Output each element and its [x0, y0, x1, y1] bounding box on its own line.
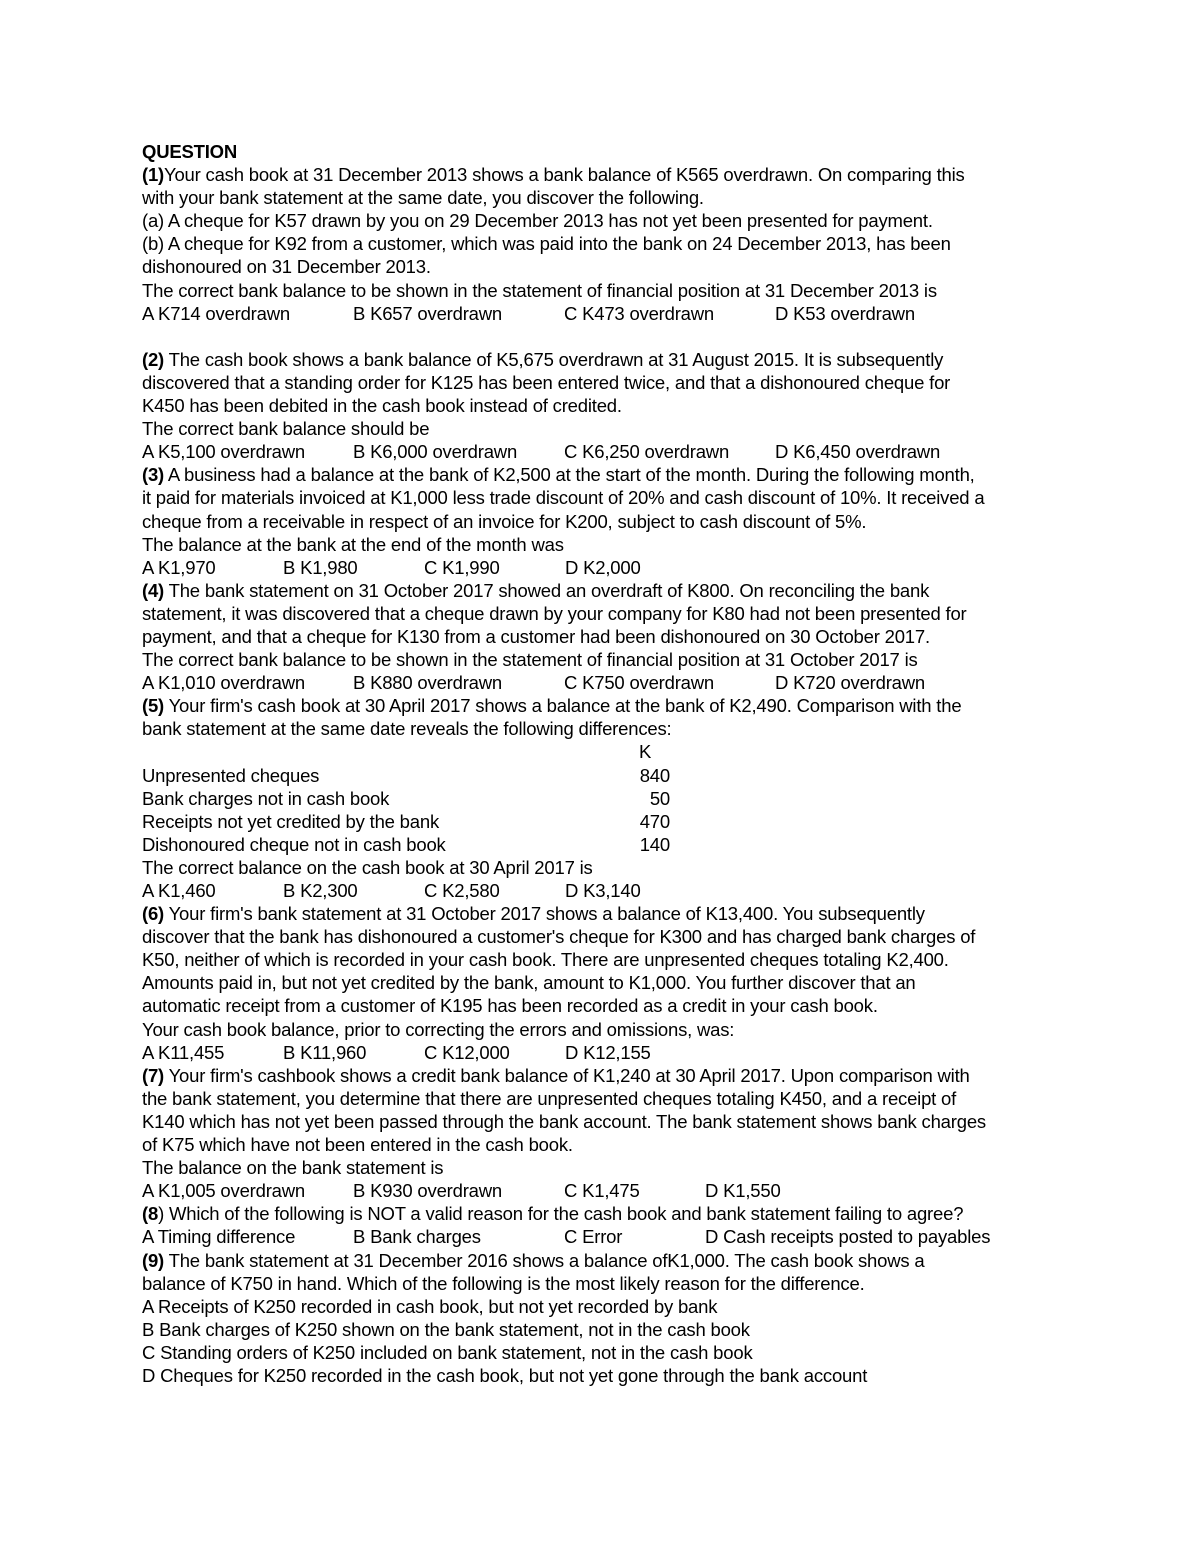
question-number: (9): [142, 1249, 165, 1271]
option-d: D Cash receipts posted to payables: [705, 1226, 991, 1248]
question-6-line: Amounts paid in, but not yet credited by the bank, amount to K1,000. You further discover that an: [142, 972, 916, 994]
option-a: A K11,455: [142, 1041, 225, 1063]
option-c: C K473 overdrawn: [564, 302, 715, 324]
option-a: A K1,970: [142, 556, 216, 578]
option-d: D K1,550: [705, 1180, 781, 1202]
row-label: Receipts not yet credited by the bank: [142, 810, 440, 832]
question-2-line: discovered that a standing order for K125 has been entered twice, and that a dishonoured cheque for: [142, 371, 951, 393]
question-1-line-1: (1)Your cash book at 31 December 2013 shows a bank balance of K565 overdrawn. On comparing this: [142, 164, 965, 186]
option-c: C Error: [564, 1226, 623, 1248]
option-a: A K1,460: [142, 880, 216, 901]
option-b: B K657 overdrawn: [353, 302, 503, 324]
question-4-line: statement, it was discovered that a cheque drawn by your company for K80 had not been presented for: [142, 602, 967, 624]
page-heading: QUESTION: [142, 141, 238, 162]
question-3-line: it paid for materials invoiced at K1,000 less trade discount of 20% and cash discount of 10%. It received a: [142, 487, 985, 509]
question-4-options: [142, 671, 1072, 694]
question-7-line: The balance on the bank statement is: [142, 1157, 444, 1179]
question-number: (8: [142, 1203, 159, 1225]
option-c: C K12,000: [424, 1041, 510, 1063]
question-9-line: balance of K750 in hand. Which of the following is the most likely reason for the difference.: [142, 1272, 865, 1294]
option-d: D K720 overdrawn: [775, 672, 926, 694]
row-label: Bank charges not in cash book: [142, 787, 390, 809]
question-2-options: [142, 440, 1072, 463]
question-7-options: [142, 1179, 1072, 1202]
table-row: [142, 787, 1072, 810]
question-2-line-1: (2) The cash book shows a bank balance of K5,675 overdrawn at 31 August 2015. It is subsequently: [142, 348, 944, 370]
question-9-line-1: (9) The bank statement at 31 December 2016 shows a balance ofK1,000. The cash book shows a: [142, 1249, 925, 1271]
option-d: D K12,155: [565, 1041, 651, 1063]
row-amount: 470: [639, 810, 670, 832]
question-6-line: automatic receipt from a customer of K195 has been recorded as a credit in your cash book.: [142, 995, 878, 1017]
question-6-line: Your cash book balance, prior to correcting the errors and omissions, was:: [142, 1018, 735, 1040]
question-7-line-1: (7) Your firm's cashbook shows a credit bank balance of K1,240 at 30 April 2017. Upon comparison with: [142, 1064, 970, 1086]
question-4-line: The correct bank balance to be shown in the statement of financial position at 31 October 2017 is: [142, 649, 918, 671]
option-c: C Standing orders of K250 included on bank statement, not in the cash book: [142, 1341, 753, 1363]
question-1-line: (a) A cheque for K57 drawn by you on 29 December 2013 has not yet been presented for payment.: [142, 210, 933, 232]
option-d: D Cheques for K250 recorded in the cash book, but not yet gone through the bank account: [142, 1364, 868, 1386]
option-a: A Timing difference: [142, 1226, 296, 1248]
row-label: Unpresented cheques: [142, 764, 320, 786]
option-a: A K714 overdrawn: [142, 302, 290, 324]
question-3-line-1: (3) A business had a balance at the bank of K2,500 at the start of the month. During the following month,: [142, 464, 975, 486]
question-5-options: [142, 879, 1072, 902]
question-6-line: K50, neither of which is recorded in your cash book. There are unpresented cheques totaling K2,400.: [142, 949, 949, 971]
question-4-line: payment, and that a cheque for K130 from a customer had been dishonoured on 30 October 2017.: [142, 625, 930, 647]
question-1-options: [142, 302, 1072, 325]
question-7-line: of K75 which have not been entered in the cash book.: [142, 1134, 573, 1156]
question-3-options: [142, 556, 1072, 579]
option-b: B K11,960: [283, 1041, 367, 1063]
question-5-line: bank statement at the same date reveals the following differences:: [142, 718, 672, 740]
row-amount: 840: [639, 764, 670, 786]
question-number: (3): [142, 464, 165, 486]
table-row: [142, 833, 1072, 856]
option-d: D K2,000: [565, 556, 641, 578]
table-row: [142, 764, 1072, 787]
question-3-line: cheque from a receivable in respect of an invoice for K200, subject to cash discount of 5%.: [142, 510, 867, 532]
option-c: C K1,990: [424, 556, 500, 578]
question-number: (7): [142, 1064, 165, 1086]
question-1-line: (b) A cheque for K92 from a customer, which was paid into the bank on 24 December 2013, has been: [142, 233, 951, 255]
question-number: (5): [142, 695, 165, 717]
question-7-line: K140 which has not yet been passed through the bank account. The bank statement shows bank charges: [142, 1110, 986, 1132]
question-number: (2): [142, 348, 165, 370]
option-a: A K1,010 overdrawn: [142, 672, 306, 694]
option-c: C K750 overdrawn: [564, 672, 715, 694]
question-1-line: with your bank statement at the same date, you discover the following.: [142, 187, 704, 209]
question-7-line: the bank statement, you determine that there are unpresented cheques totaling K450, and a receipt of: [142, 1087, 957, 1109]
option-d: D K3,140: [565, 880, 641, 901]
question-8-options: [142, 1225, 1072, 1248]
option-d: D K53 overdrawn: [775, 302, 915, 324]
question-5-line: The correct balance on the cash book at 30 April 2017 is: [142, 856, 593, 878]
option-a: A Receipts of K250 recorded in cash book, but not yet recorded by bank: [142, 1295, 718, 1317]
option-a: A K5,100 overdrawn: [142, 441, 306, 463]
option-b: B Bank charges of K250 shown on the bank statement, not in the cash book: [142, 1318, 750, 1340]
differences-table-header: [142, 740, 1072, 763]
option-c: C K1,475: [564, 1180, 640, 1202]
row-amount: 140: [639, 833, 670, 855]
document-page: [142, 140, 1072, 1387]
question-1-line: The correct bank balance to be shown in the statement of financial position at 31 December 2013 is: [142, 279, 937, 301]
question-4-line-1: (4) The bank statement on 31 October 2017 showed an overdraft of K800. On reconciling the bank: [142, 579, 930, 601]
question-1-line: dishonoured on 31 December 2013.: [142, 256, 431, 278]
spacer: [142, 325, 1072, 348]
question-2-line: The correct bank balance should be: [142, 418, 430, 440]
row-amount: 50: [649, 787, 670, 809]
question-number: (4): [142, 579, 165, 601]
option-b: B K930 overdrawn: [353, 1180, 503, 1202]
question-8-line-1: (8) Which of the following is NOT a valid reason for the cash book and bank statement failing to agree?: [142, 1203, 964, 1225]
option-c: C K2,580: [424, 880, 500, 901]
question-3-line: The balance at the bank at the end of the month was: [142, 533, 564, 555]
row-label: Dishonoured cheque not in cash book: [142, 833, 446, 855]
option-b: B K880 overdrawn: [353, 672, 503, 694]
option-b: B K6,000 overdrawn: [353, 441, 518, 463]
option-c: C K6,250 overdrawn: [564, 441, 730, 463]
option-d: D K6,450 overdrawn: [775, 441, 941, 463]
question-6-line: discover that the bank has dishonoured a customer's cheque for K300 and has charged bank charges of: [142, 926, 976, 948]
question-6-line-1: (6) Your firm's bank statement at 31 October 2017 shows a balance of K13,400. You subsequently: [142, 903, 925, 925]
question-number: (6): [142, 903, 165, 925]
question-6-options: [142, 1041, 1072, 1064]
table-row: [142, 810, 1072, 833]
option-b: B Bank charges: [353, 1226, 481, 1248]
currency-header: K: [639, 741, 652, 763]
question-5-line-1: (5) Your firm's cash book at 30 April 2017 shows a balance at the bank of K2,490. Comparison with the: [142, 695, 962, 717]
question-2-line: K450 has been debited in the cash book instead of credited.: [142, 395, 622, 417]
option-b: B K2,300: [283, 880, 358, 901]
option-b: B K1,980: [283, 556, 358, 578]
option-a: A K1,005 overdrawn: [142, 1180, 306, 1202]
question-number: (1): [142, 164, 165, 186]
